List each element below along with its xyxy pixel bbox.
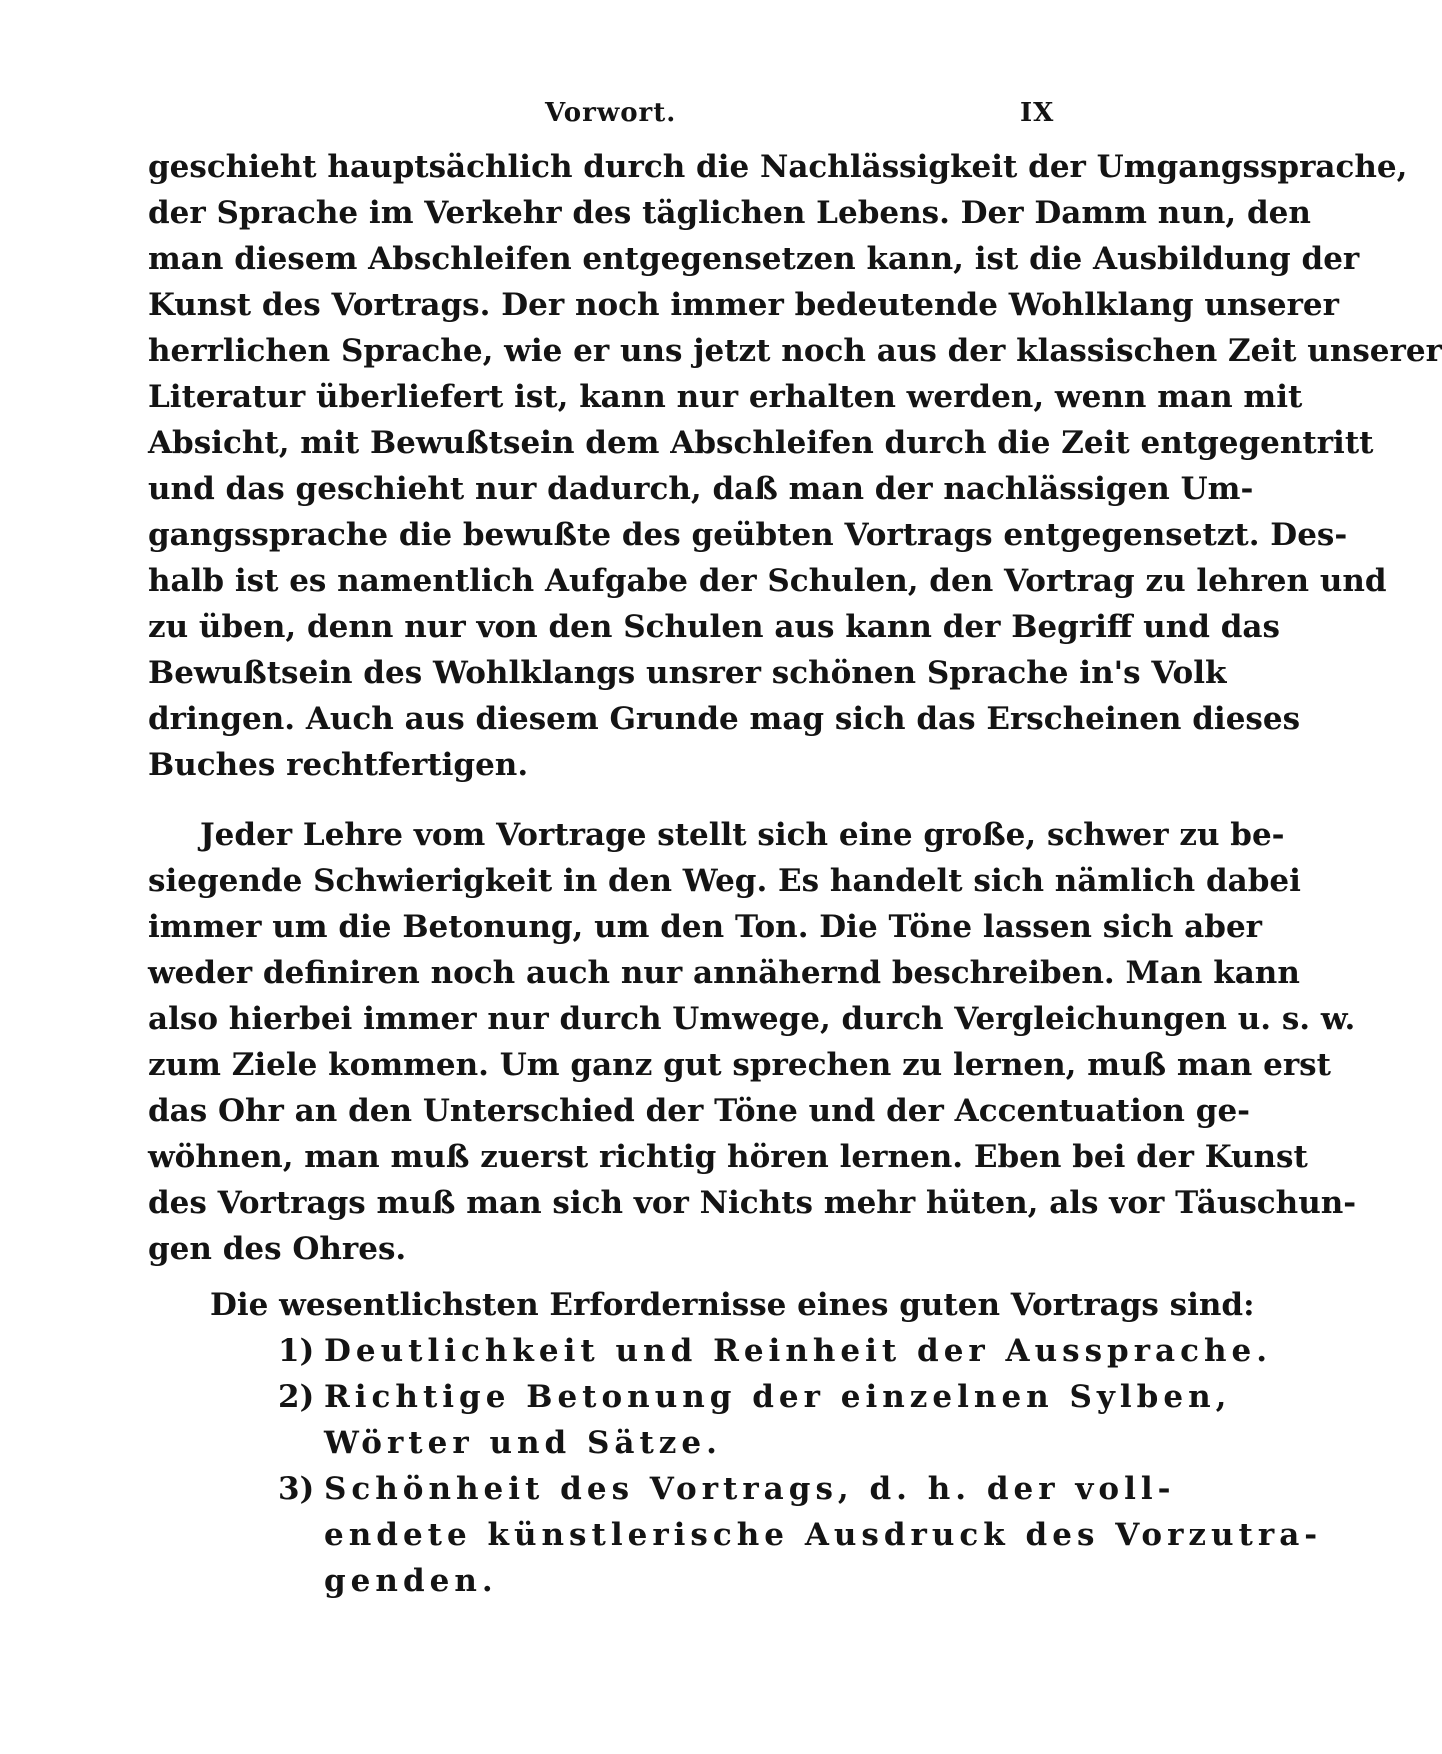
text-line: halb ist es namentlich Aufgabe der Schulen, den Vortrag zu lehren und	[148, 563, 1387, 599]
list-item	[148, 1379, 1232, 1426]
list-item-continuation: Wörter und Sätze.	[324, 1425, 722, 1461]
text-line: herrlichen Sprache, wie er uns jetzt noch aus der klassischen Zeit unserer	[148, 333, 1442, 369]
text-line: siegende Schwierigkeit in den Weg. Es handelt sich nämlich dabei	[148, 863, 1301, 899]
list-item-continuation: genden.	[324, 1563, 498, 1599]
text-line: Jeder Lehre vom Vortrage stellt sich eine große, schwer zu be-	[200, 817, 1285, 853]
text-line: gen des Ohres.	[148, 1231, 407, 1267]
text-line: zum Ziele kommen. Um ganz gut sprechen zu lernen, muß man erst	[148, 1047, 1331, 1083]
text-line: zu üben, denn nur von den Schulen aus kann der Begriff und das	[148, 609, 1280, 645]
text-line: man diesem Abschleifen entgegensetzen kann, ist die Ausbildung der	[148, 241, 1360, 277]
list-item-text: Richtige Betonung der einzelnen Sylben,	[324, 1379, 1232, 1415]
page-number: IX	[1020, 98, 1055, 128]
text-line: geschieht hauptsächlich durch die Nachlässigkeit der Umgangssprache,	[148, 149, 1408, 185]
text-line: der Sprache im Verkehr des täglichen Lebens. Der Damm nun, den	[148, 195, 1311, 231]
list-item-text: Deutlichkeit und Reinheit der Aussprache.	[324, 1333, 1273, 1369]
list-item-number: 1)	[278, 1333, 315, 1369]
text-line: Absicht, mit Bewußtsein dem Abschleifen durch die Zeit entgegentritt	[148, 425, 1374, 461]
list-intro: Die wesentlichsten Erfordernisse eines guten Vortrags sind:	[210, 1287, 1255, 1323]
text-line: Kunst des Vortrags. Der noch immer bedeutende Wohlklang unserer	[148, 287, 1339, 323]
text-line: also hierbei immer nur durch Umwege, durch Vergleichungen u. s. w.	[148, 1001, 1356, 1037]
text-line: weder definiren noch auch nur annähernd beschreiben. Man kann	[148, 955, 1300, 991]
list-item-continuation: endete künstlerische Ausdruck des Vorzutra-	[324, 1517, 1323, 1553]
text-line: immer um die Betonung, um den Ton. Die Töne lassen sich aber	[148, 909, 1263, 945]
list-item-text: Schönheit des Vortrags, d. h. der voll-	[324, 1471, 1176, 1507]
running-header-title: Vorwort.	[545, 98, 677, 128]
text-line: wöhnen, man muß zuerst richtig hören lernen. Eben bei der Kunst	[148, 1139, 1308, 1175]
text-line: Literatur überliefert ist, kann nur erhalten werden, wenn man mit	[148, 379, 1303, 415]
text-line: des Vortrags muß man sich vor Nichts mehr hüten, als vor Täuschun-	[148, 1185, 1357, 1221]
list-item-number: 3)	[278, 1471, 315, 1507]
text-line: gangssprache die bewußte des geübten Vortrags entgegensetzt. Des-	[148, 517, 1348, 553]
text-line: Bewußtsein des Wohlklangs unsrer schönen Sprache in's Volk	[148, 655, 1227, 691]
text-line: und das geschieht nur dadurch, daß man der nachlässigen Um-	[148, 471, 1254, 507]
list-item-number: 2)	[278, 1379, 315, 1415]
list-item	[148, 1471, 1176, 1518]
page-body	[148, 149, 1442, 1610]
list-item	[148, 1333, 1273, 1380]
text-line: das Ohr an den Unterschied der Töne und der Accentuation ge-	[148, 1093, 1251, 1129]
text-line: Buches rechtfertigen.	[148, 747, 529, 783]
text-line: dringen. Auch aus diesem Grunde mag sich das Erscheinen dieses	[148, 701, 1301, 737]
